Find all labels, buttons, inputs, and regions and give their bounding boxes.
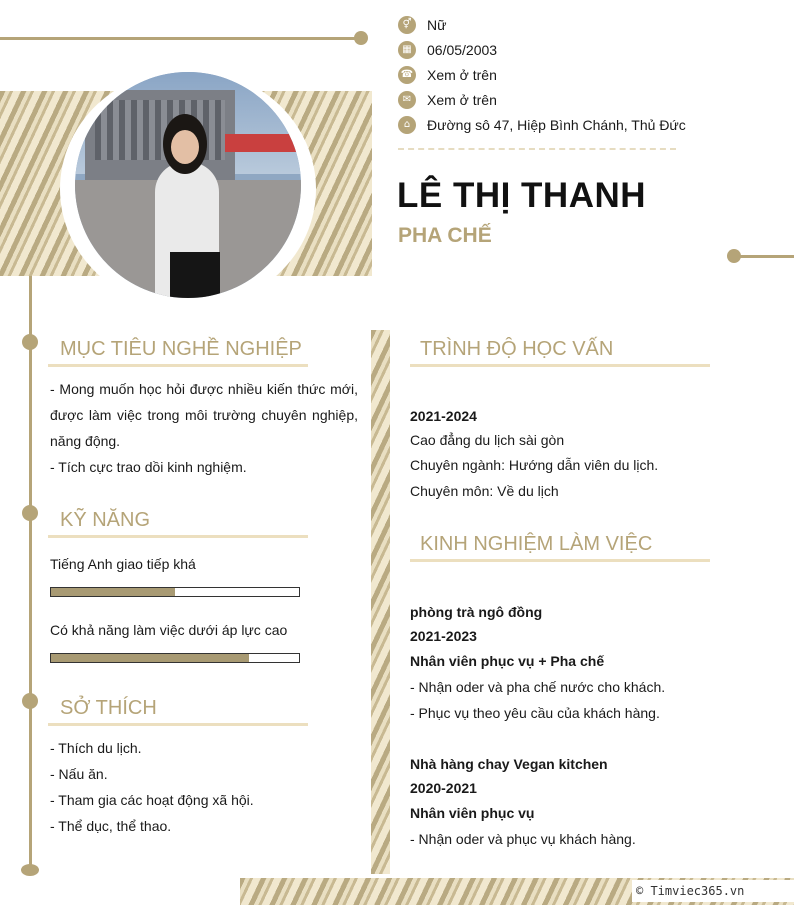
contact-address [398, 115, 686, 135]
timeline-dot-hobbies [22, 693, 38, 709]
birthday-value: 06/05/2003 [427, 42, 498, 58]
header-line-right-dot [727, 249, 741, 263]
gender-value: Nữ [427, 17, 447, 33]
contact-divider [398, 148, 676, 150]
candidate-name: LÊ THỊ THANH [397, 176, 647, 215]
contact-email [398, 90, 497, 110]
header-line-right [738, 255, 794, 258]
experience-rule [410, 559, 710, 562]
home-icon: ⌂ [398, 116, 416, 134]
hobby-item-4: - Thể dục, thể thao. [50, 818, 172, 834]
timeline-dot-skills [22, 505, 38, 521]
skill-label-2: Có khả năng làm việc dưới áp lực cao [50, 622, 288, 638]
career-goal-line-2: - Tích cực trao dồi kinh nghiệm. [50, 459, 247, 475]
career-goal-title: MỤC TIÊU NGHỀ NGHIỆP [60, 338, 302, 360]
education-major: Chuyên ngành: Hướng dẫn viên du lịch. [410, 457, 659, 473]
header-line-left [0, 37, 360, 40]
address-value: Đường sô 47, Hiệp Bình Chánh, Thủ Đức [427, 117, 686, 133]
education-specialty: Chuyên môn: Về du lịch [410, 483, 559, 499]
skill-bar-2 [50, 653, 300, 663]
education-title: TRÌNH ĐỘ HỌC VẤN [420, 338, 614, 360]
hobbies-rule [48, 723, 308, 726]
education-rule [410, 364, 710, 367]
job-2-company: Nhà hàng chay Vegan kitchen [410, 756, 608, 772]
career-goal-rule [48, 364, 308, 367]
email-value: Xem ở trên [427, 92, 497, 108]
timeline-dot-career [22, 334, 38, 350]
job-1-period: 2021-2023 [410, 628, 477, 644]
profile-photo [75, 72, 301, 298]
skills-title: KỸ NĂNG [60, 509, 151, 531]
skill-label-1: Tiếng Anh giao tiếp khá [50, 556, 196, 572]
job-1-company: phòng trà ngô đồng [410, 604, 543, 620]
timeline-end [21, 864, 39, 876]
job-2-period: 2020-2021 [410, 780, 477, 796]
hobby-item-3: - Tham gia các hoạt động xã hội. [50, 792, 254, 808]
skills-rule [48, 535, 308, 538]
skill-bar-1 [50, 587, 300, 597]
education-period: 2021-2024 [410, 408, 477, 424]
candidate-role: PHA CHẾ [398, 224, 492, 247]
job-2-duty-1: - Nhận oder và phục vụ khách hàng. [410, 831, 636, 847]
contact-phone [398, 65, 497, 85]
timeline-line [29, 276, 32, 872]
job-1-duty-2: - Phục vụ theo yêu cầu của khách hàng. [410, 705, 660, 721]
header-line-left-dot [354, 31, 368, 45]
gender-icon: ⚥ [398, 16, 416, 34]
hobby-item-1: - Thích du lịch. [50, 740, 142, 756]
copyright-text: © Timviec365.vn [632, 880, 794, 902]
job-2-position: Nhân viên phục vụ [410, 805, 535, 821]
phone-value: Xem ở trên [427, 67, 497, 83]
contact-gender [398, 15, 446, 35]
hobbies-title: SỞ THÍCH [60, 697, 157, 719]
skill-bar-1-fill [51, 588, 175, 596]
skill-bar-2-fill [51, 654, 249, 662]
education-school: Cao đẳng du lịch sài gòn [410, 432, 565, 448]
email-icon: ✉ [398, 91, 416, 109]
calendar-icon: ▦ [398, 41, 416, 59]
contact-birthday [398, 40, 497, 60]
phone-icon: ☎ [398, 66, 416, 84]
hobby-item-2: - Nấu ăn. [50, 766, 108, 782]
career-goal-line-1: - Mong muốn học hỏi được nhiều kiến thức mới, được làm việc trong môi trường chuyên nghiệp, năng động. [50, 381, 358, 449]
column-divider-band [371, 330, 390, 874]
job-1-duty-1: - Nhận oder và pha chế nước cho khách. [410, 679, 666, 695]
experience-title: KINH NGHIỆM LÀM VIỆC [420, 533, 653, 555]
job-1-position: Nhân viên phục vụ + Pha chế [410, 653, 605, 669]
